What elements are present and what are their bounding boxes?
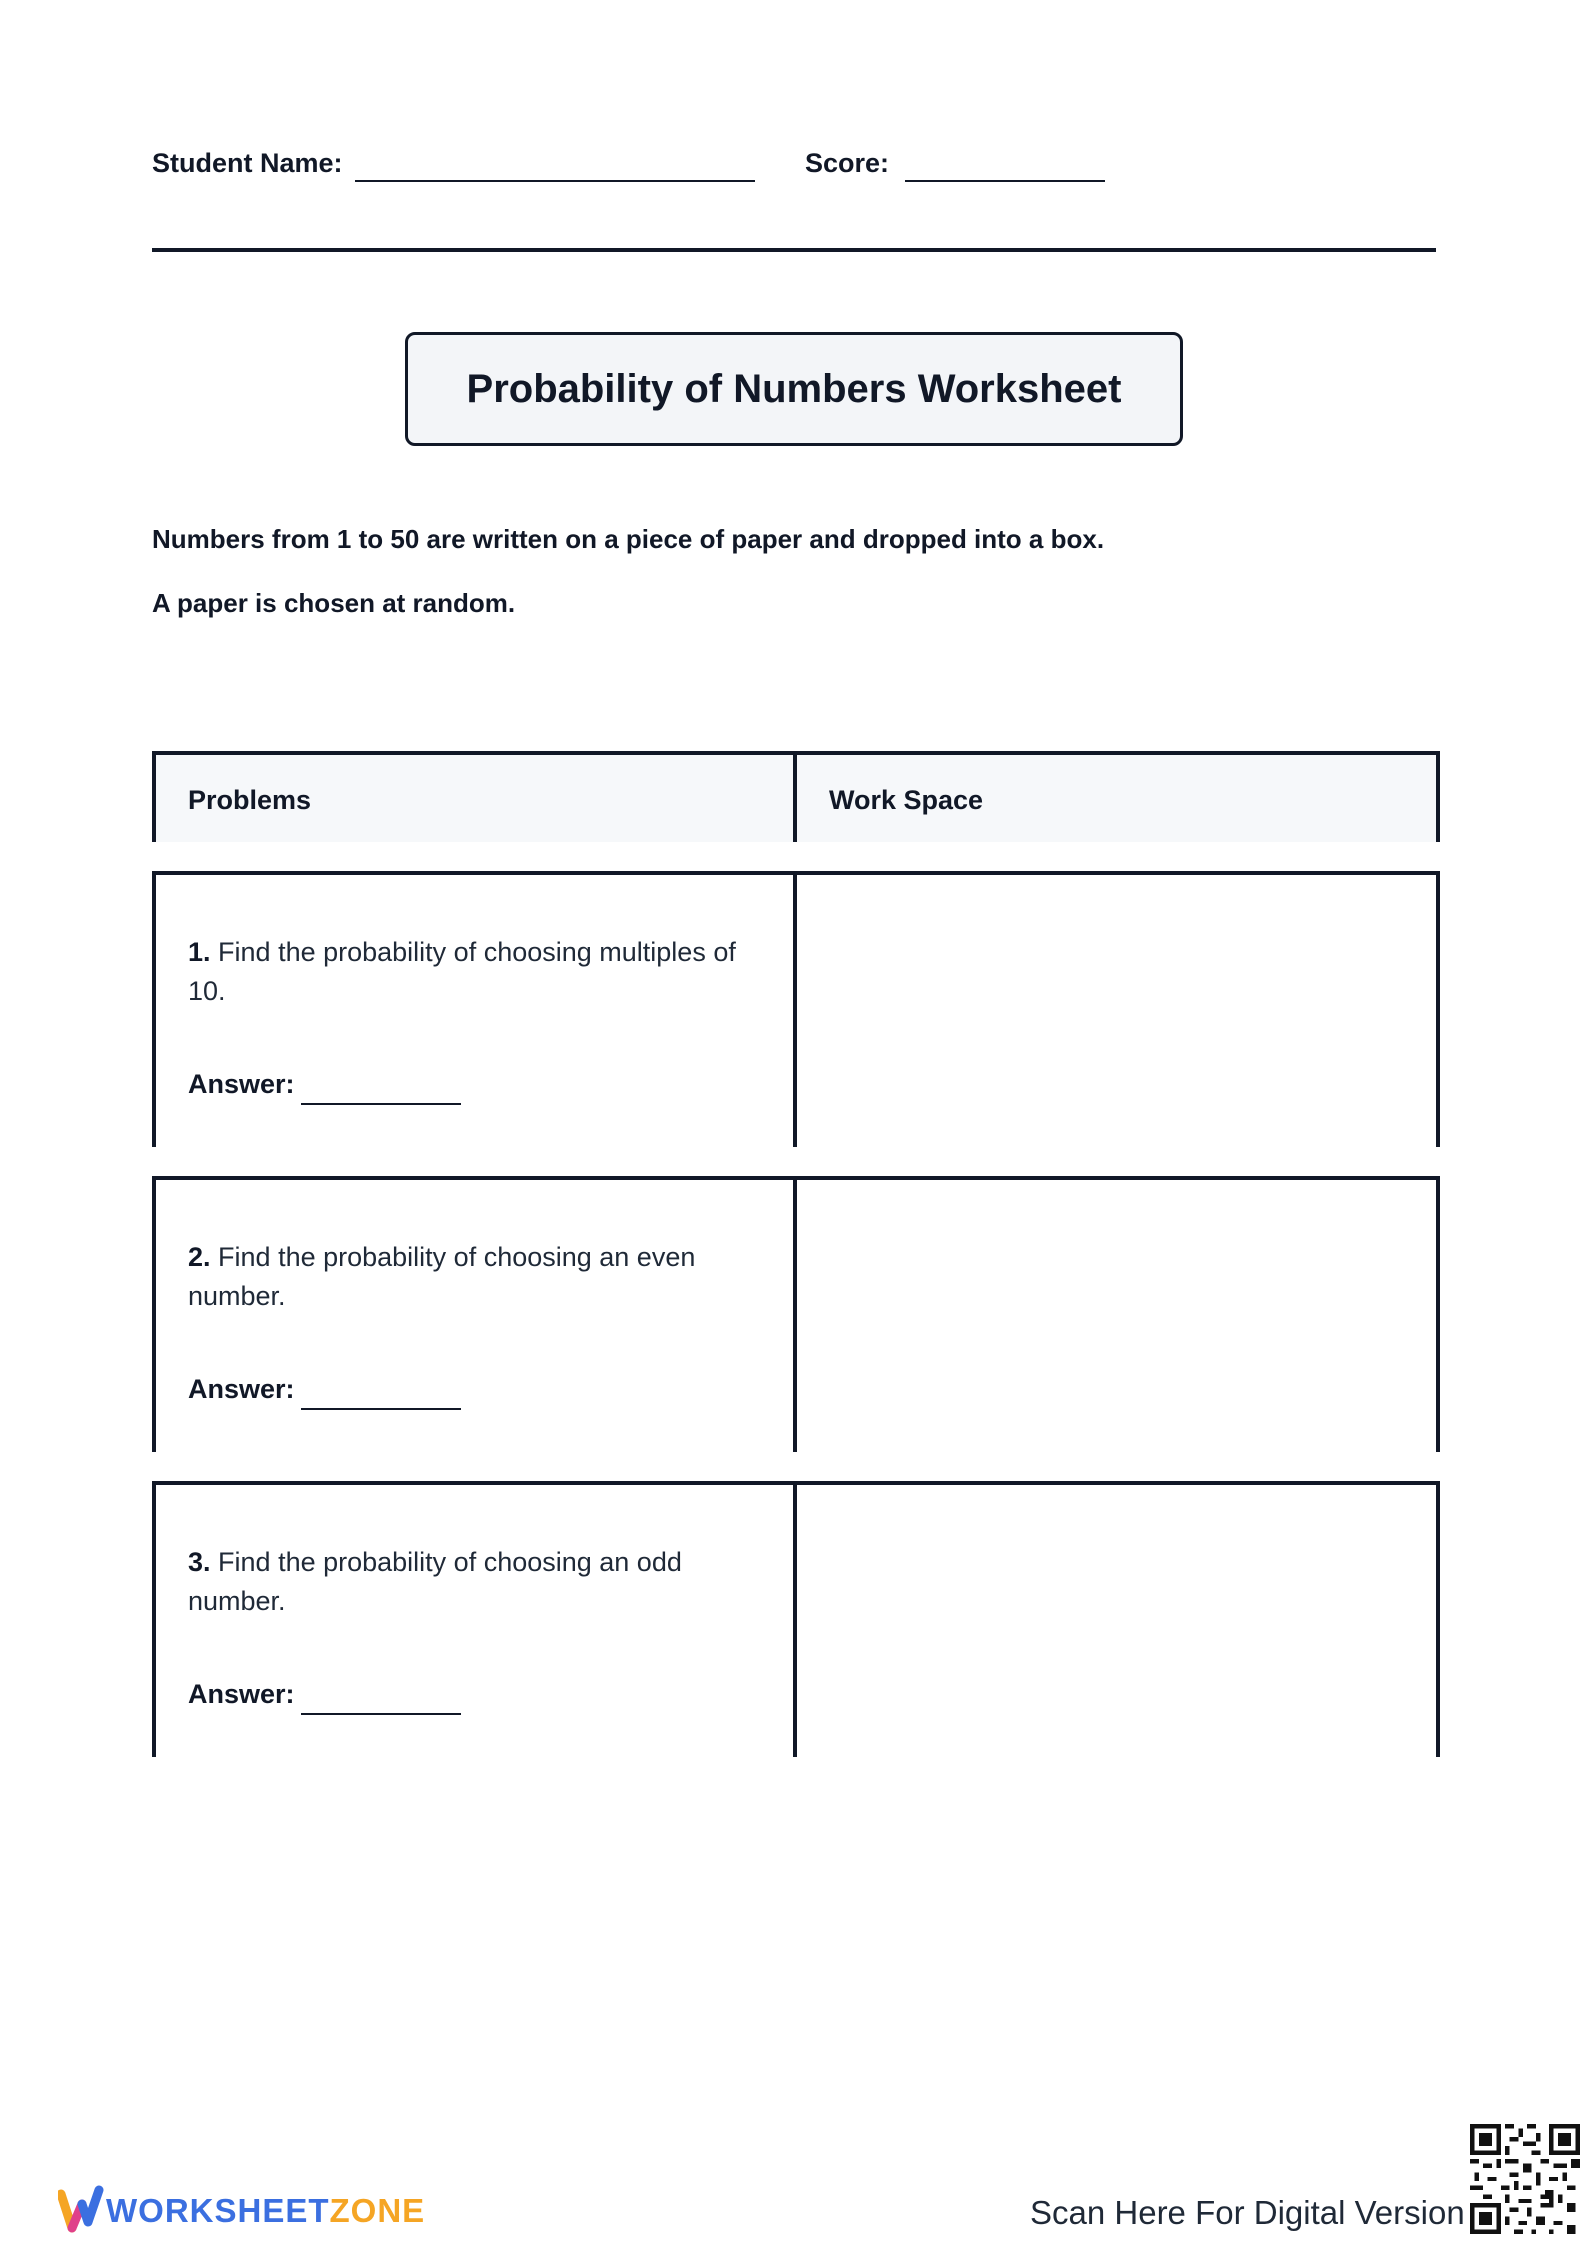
page-title: Probability of Numbers Worksheet <box>466 366 1122 411</box>
answer-field[interactable] <box>301 1713 461 1715</box>
logo-wordmark <box>106 2192 425 2230</box>
answer-label: Answer: <box>188 1069 295 1099</box>
logo-text-zone: ZONE <box>329 2192 426 2229</box>
problem-row <box>152 871 1440 1147</box>
column-divider <box>793 875 797 1147</box>
answer-label: Answer: <box>188 1374 295 1404</box>
score-label: Score: <box>805 148 890 178</box>
intro-line-1: Numbers from 1 to 50 are written on a piece of paper and dropped into a box. <box>152 524 1105 554</box>
problem-question: Find the probability of choosing multiples of 10. <box>188 937 736 1006</box>
title-box <box>405 332 1183 446</box>
answer-label: Answer: <box>188 1679 295 1709</box>
column-divider <box>793 755 797 842</box>
worksheetzone-logo-icon <box>58 2180 104 2236</box>
student-name-field[interactable] <box>355 180 755 182</box>
problem-row <box>152 1481 1440 1757</box>
qr-code-icon[interactable] <box>1470 2124 1580 2234</box>
column-header-workspace: Work Space <box>829 785 984 815</box>
logo-text-worksheet: WORKSHEET <box>106 2192 330 2229</box>
problem-text <box>188 1238 768 1316</box>
column-divider <box>793 1180 797 1452</box>
problem-question: Find the probability of choosing an even number. <box>188 1242 696 1311</box>
problem-text <box>188 1543 768 1621</box>
score-field[interactable] <box>905 180 1105 182</box>
problem-number: 2. <box>188 1242 211 1272</box>
problem-question: Find the probability of choosing an odd number. <box>188 1547 682 1616</box>
table-header <box>152 751 1440 842</box>
intro-line-2: A paper is chosen at random. <box>152 588 516 618</box>
problem-number: 1. <box>188 937 211 967</box>
problem-row <box>152 1176 1440 1452</box>
column-header-problems: Problems <box>188 785 312 815</box>
problem-number: 3. <box>188 1547 211 1577</box>
scan-instruction: Scan Here For Digital Version <box>1030 2194 1465 2231</box>
student-name-label: Student Name: <box>152 148 343 178</box>
column-divider <box>793 1485 797 1757</box>
header-divider <box>152 248 1436 252</box>
answer-field[interactable] <box>301 1103 461 1105</box>
problem-text <box>188 933 768 1011</box>
answer-field[interactable] <box>301 1408 461 1410</box>
